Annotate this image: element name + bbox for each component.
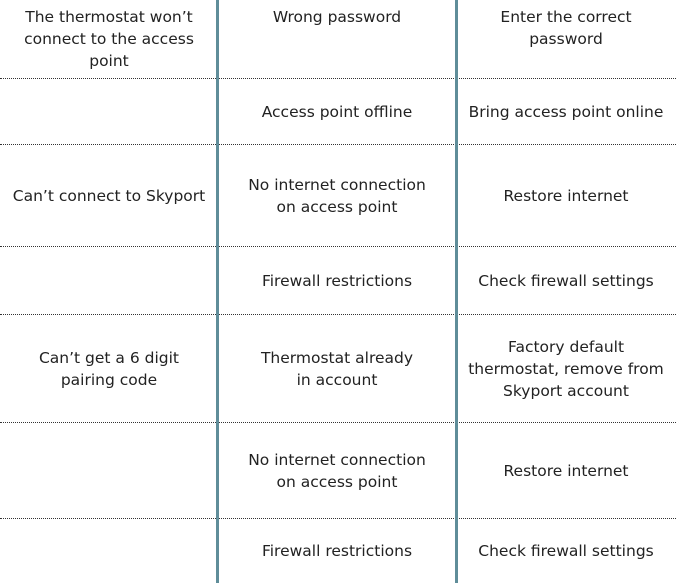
problem-cell <box>0 519 218 583</box>
table-row <box>0 145 676 247</box>
problem-cell <box>0 247 218 314</box>
cause-cell: Thermostat already in account <box>260 348 414 389</box>
table-row <box>0 0 676 79</box>
table-row <box>0 423 676 519</box>
cause-cell: Firewall restrictions <box>261 271 413 290</box>
column-divider <box>216 0 219 583</box>
problem-cell: Can’t get a 6 digit pairing code <box>38 348 180 389</box>
solution-cell: Restore internet <box>503 186 629 205</box>
table-row <box>0 79 676 145</box>
problem-cell: Can’t connect to Skyport <box>12 186 206 205</box>
cause-cell: Firewall restrictions <box>261 542 413 560</box>
column-divider <box>455 0 458 583</box>
solution-cell: Enter the correct password <box>500 8 632 48</box>
cause-cell: No internet connection on access point <box>248 175 426 216</box>
cause-cell: Access point offline <box>261 102 413 121</box>
problem-cell <box>0 423 218 518</box>
problem-cell <box>0 79 218 144</box>
table-row <box>0 519 676 583</box>
solution-cell: Check firewall settings <box>478 271 654 290</box>
solution-cell: Check firewall settings <box>478 542 654 560</box>
solution-cell: Restore internet <box>503 461 629 480</box>
cause-cell: No internet connection on access point <box>248 450 426 491</box>
solution-cell: Bring access point online <box>468 102 664 121</box>
table-row <box>0 315 676 423</box>
table-row <box>0 247 676 315</box>
cause-cell: Wrong password <box>272 8 402 26</box>
problem-cell: The thermostat won’t connect to the access point <box>24 8 194 70</box>
solution-cell: Factory default thermostat, remove from Skyport account <box>468 337 664 400</box>
